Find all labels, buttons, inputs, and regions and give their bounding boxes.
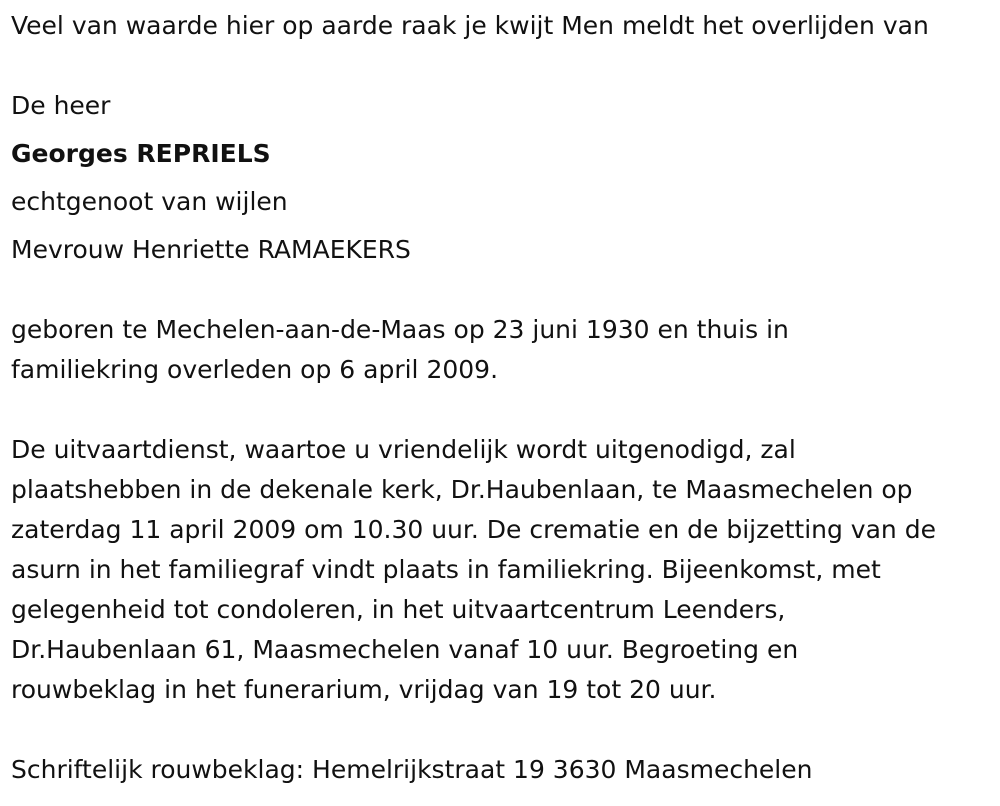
paragraph-line: asurn in het familiegraf vindt plaats in familiekring. Bijeenkomst, met [11,555,881,584]
paragraph-line: rouwbeklag in het funerarium, vrijdag van 19 tot 20 uur. [11,675,717,704]
paragraph-line: familiekring overleden op 6 april 2009. [11,355,499,384]
paragraph-line: Dr.Haubenlaan 61, Maasmechelen vanaf 10 uur. Begroeting en [11,635,799,664]
paragraph-line: plaatshebben in de dekenale kerk, Dr.Haubenlaan, te Maasmechelen op [11,475,913,504]
funeral-paragraph [11,430,996,710]
intro-line: Veel van waarde hier op aarde raak je kwijt Men meldt het overlijden van [11,11,929,40]
condolence-address: Schriftelijk rouwbeklag: Hemelrijkstraat 19 3630 Maasmechelen [11,755,813,784]
paragraph-line: De uitvaartdienst, waartoe u vriendelijk wordt uitgenodigd, zal [11,435,796,464]
birth-death-paragraph [11,310,996,390]
spouse-name: Mevrouw Henriette RAMAEKERS [11,235,411,264]
paragraph-line: gelegenheid tot condoleren, in het uitvaartcentrum Leenders, [11,595,786,624]
spouse-label: echtgenoot van wijlen [11,187,288,216]
paragraph-line: zaterdag 11 april 2009 om 10.30 uur. De crematie en de bijzetting van de [11,515,936,544]
deceased-name: Georges REPRIELS [11,139,271,168]
paragraph-line: geboren te Mechelen-aan-de-Maas op 23 juni 1930 en thuis in [11,315,789,344]
honorific: De heer [11,91,111,120]
